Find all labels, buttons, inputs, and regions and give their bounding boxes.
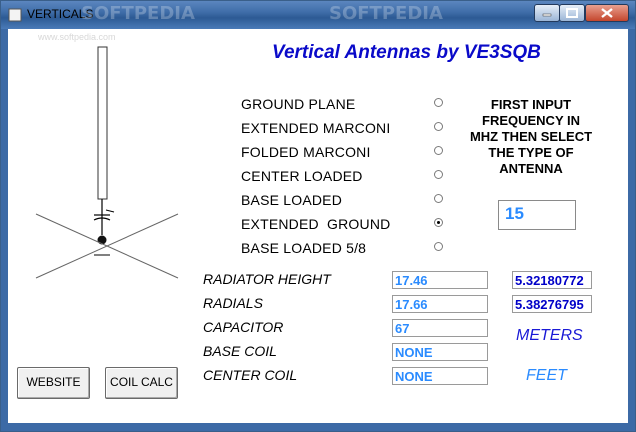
option-extended-marconi-label: EXTENDED MARCONI [241, 120, 391, 136]
instructions-text [458, 97, 604, 177]
base-coil-value[interactable]: NONE [392, 343, 488, 361]
instructions-line: THE TYPE OF [488, 145, 574, 160]
option-base-loaded-label: BASE LOADED [241, 192, 343, 208]
meters-unit-label: METERS [516, 327, 583, 344]
radio-center-loaded[interactable] [434, 170, 443, 179]
frequency-input[interactable]: 15 [498, 200, 576, 230]
website-button[interactable]: WEBSITE [17, 367, 90, 399]
close-button[interactable] [585, 4, 629, 22]
maximize-button[interactable] [559, 4, 585, 22]
radials-label: RADIALS [203, 295, 263, 311]
option-base-loaded-5-8-label: BASE LOADED 5/8 [241, 240, 367, 256]
base-coil-label: BASE COIL [203, 343, 277, 359]
title-bar[interactable] [1, 1, 635, 29]
instructions-line: ANTENNA [499, 161, 563, 176]
close-icon [586, 5, 628, 21]
client-area [8, 29, 628, 423]
radio-base-loaded-5-8[interactable] [434, 242, 443, 251]
radials-feet[interactable]: 17.66 [392, 295, 488, 313]
radio-base-loaded[interactable] [434, 194, 443, 203]
watermark-url: www.softpedia.com [38, 32, 116, 42]
radio-ground-plane[interactable] [434, 98, 443, 107]
minimize-button[interactable] [534, 4, 560, 22]
center-coil-label: CENTER COIL [203, 367, 298, 383]
watermark-logo: SOFTPEDIA [329, 3, 443, 24]
maximize-icon [560, 5, 584, 21]
instructions-line: FIRST INPUT [490, 97, 572, 112]
radio-extended-marconi[interactable] [434, 122, 443, 131]
radiator-height-label: RADIATOR HEIGHT [203, 271, 331, 287]
app-heading: Vertical Antennas by VE3SQB [272, 42, 541, 63]
minimize-icon [535, 5, 559, 21]
center-coil-value[interactable]: NONE [392, 367, 488, 385]
radio-folded-marconi[interactable] [434, 146, 443, 155]
feet-unit-label: FEET [526, 367, 567, 384]
capacitor-label: CAPACITOR [203, 319, 284, 335]
app-icon [8, 8, 22, 22]
instructions-line: MHZ THEN SELECT [469, 129, 593, 144]
option-folded-marconi-label: FOLDED MARCONI [241, 144, 371, 160]
radials-meters[interactable]: 5.38276795 [512, 295, 592, 313]
radio-selected-dot [437, 221, 440, 224]
instructions-line: FREQUENCY IN [482, 113, 580, 128]
radio-extended-ground[interactable] [434, 218, 443, 227]
radiator-height-feet[interactable]: 17.46 [392, 271, 488, 289]
antenna-diagram [8, 29, 198, 309]
capacitor-value[interactable]: 67 [392, 319, 488, 337]
window-title: VERTICALS [27, 7, 94, 21]
coil-calc-button[interactable]: COIL CALC [105, 367, 178, 399]
radiator-height-meters[interactable]: 5.32180772 [512, 271, 592, 289]
option-ground-plane-label: GROUND PLANE [241, 96, 356, 112]
watermark-logo: SOFTPEDIA [81, 3, 195, 24]
option-center-loaded-label: CENTER LOADED [241, 168, 363, 184]
option-extended-ground-label: EXTENDED GROUND [241, 216, 391, 232]
